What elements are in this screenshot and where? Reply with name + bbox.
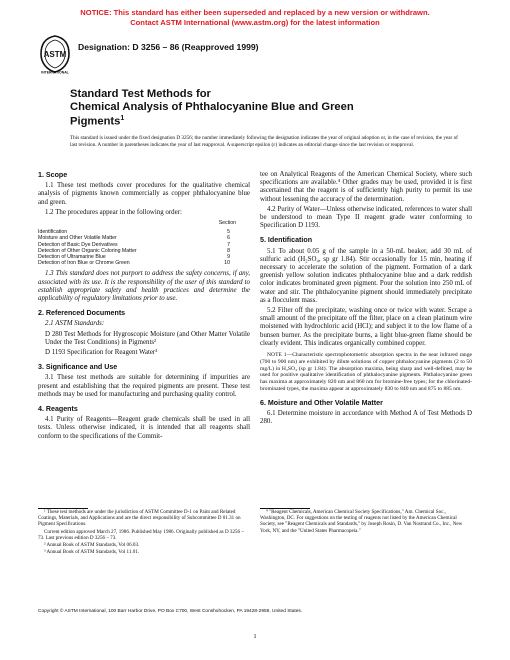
section-1-heading: 1. Scope bbox=[38, 171, 68, 179]
page-number: 1 bbox=[253, 633, 257, 640]
table-row: Detection of Ultramarine Blue 9 bbox=[38, 254, 230, 261]
reference-d1193: D 1193 Specification for Reagent Water³ bbox=[45, 349, 158, 357]
table-row: Identification 5 bbox=[38, 229, 230, 236]
section-3-heading: 3. Significance and Use bbox=[38, 363, 118, 372]
copyright-line: Copyright © ASTM International, 100 Barr Harbor Drive, PO Box C700, West Conshohocken, PA 19428-2959, United States. bbox=[38, 609, 303, 614]
para-4-2: 4.2 Purity of Water—Unless otherwise indicated, references to water shall be understood to mean Type II reagent grade water conforming to Specification D 1193. bbox=[260, 205, 472, 230]
footnote-1: ¹ These test methods are under the jurisdiction of ASTM Committee D-1 on Paint and Related Coatings, Materials, and Applications and are the direct responsibility of Subcommittee D 01.31 on Pigment Specifications. bbox=[38, 509, 241, 528]
section-4-heading: 4. Reagents bbox=[38, 405, 78, 414]
para-2-1: 2.1 ASTM Standards: bbox=[45, 320, 105, 328]
table-row: Detection of Iron Blue or Chrome Green 10 bbox=[38, 260, 230, 267]
title-footnote-mark: 1 bbox=[120, 115, 125, 123]
logo-subtext: INTERNATIONAL bbox=[41, 70, 69, 74]
para-1-3: 1.3 This standard does not purport to address the safety concerns, if any, associated with its use. It is the responsibility of the user of this standard to establish appropriate safety and health practices and determine the applicability of regulatory limitations prior to use. bbox=[38, 270, 250, 303]
para-5-2: 5.2 Filter off the precipitate, washing once or twice with water. Scrape a small amount of the precipitate off the filter, place on a clean platinum wire moistened with hydrochloric acid (HCl); and subject it to the low flame of a bunsen burner. As the precipitate burns, a light blue-green flame should be clearly evident. This indicates organically combined copper. bbox=[260, 307, 472, 347]
withdrawal-notice bbox=[0, 8, 510, 27]
footnote-3: ³ Annual Book of ASTM Standards, Vol 11.01. bbox=[44, 549, 140, 556]
procedure-table bbox=[38, 229, 250, 266]
para-3-1: 3.1 These test methods are suitable for determining if impurities are present and establishing that the required pigments are present. These test methods may be used for manufacturing and purchasing quality control. bbox=[38, 374, 250, 398]
section-column-label: Section bbox=[218, 220, 236, 227]
section-5-heading: 5. Identification bbox=[260, 236, 313, 245]
designation: Designation: D 3256 – 86 (Reapproved 1999) bbox=[78, 42, 259, 52]
footnote-4: ⁴ "Reagent Chemicals, American Chemical Society Specifications," Am. Chemical Soc., Washington, DC. For suggestions on the testing of reagents not listed by the American Chemical Society, see "Reagent Chemicals and Standards," by Joseph Rosin, D. Van Nostrand Co., Inc., New York, NY, and the "United States Pharmacopeia." bbox=[260, 509, 463, 534]
table-row: Detection of Basic Dye Derivatives 7 bbox=[38, 241, 230, 248]
preamble: This standard is issued under the fixed designation D 3256; the number immediately following the designation indicates the year of original adoption or, in the case of revision, the year of last revision. A number in parentheses indicates the year of last reapproval. A superscript epsilon (ε) indicates an editorial change since the last revision or reapproval. bbox=[70, 135, 458, 148]
reference-d280: D 280 Test Methods for Hygroscopic Moisture (and Other Matter Volatile Under the Test Conditions) in Pigments² bbox=[45, 330, 250, 346]
footnotes-right bbox=[260, 508, 472, 535]
para-4-1-continued: tee on Analytical Reagents of the American Chemical Society, where such specifications are available.⁴ Other grades may be used, provided it is first ascertained that the reagent is of sufficiently high purity to permit its use without lessening the accuracy of the determination. bbox=[260, 171, 472, 203]
para-1-1: 1.1 These test methods cover procedures for the qualitative chemical analysis of pigments known commercially as copper phthalocyanine blue and green. bbox=[38, 182, 250, 206]
notice-line-1: NOTICE: This standard has either been superseded and replaced by a new version or withdrawn. bbox=[80, 8, 430, 17]
table-row: Moisture and Other Volatile Matter 6 bbox=[38, 235, 230, 242]
note-1: NOTE 1—Characteristic spectrophotometric absorption spectra in the near infrared range (700 to 900 nm) are exhibited by dilute solutions of copper phthalocyanine pigments (2 to 50 mg/L) in H₂SO₄ (sp gr 1.84). The absorption maxima, being sharp and well-defined, may be used for positive qualitative identification of phthalocyanine pigments. Phthalocyanine green has maxima at approximately 820 nm and 860 nm for bromine-free types; for the chlorinated-brominated types, the maxima appear at approximately 830 to 840 nm and 875 to 885 nm. bbox=[260, 352, 472, 393]
right-column bbox=[260, 171, 472, 428]
left-column bbox=[38, 171, 250, 443]
notice-line-2: Contact ASTM International (www.astm.org) for the latest information bbox=[130, 17, 380, 27]
para-1-2: 1.2 The procedures appear in the following order: bbox=[45, 208, 182, 216]
footnote-1-edition: Current edition approved March 27, 1986. Published May 1986. Originally published as D 3256 – 73. Last previous edition D 3256 – 73. bbox=[38, 528, 244, 541]
footnote-2: ² Annual Book of ASTM Standards, Vol 06.03. bbox=[44, 542, 140, 549]
title-line-2: Chemical Analysis of Phthalocyanine Blue and Green bbox=[70, 100, 354, 113]
astm-logo-icon bbox=[38, 34, 72, 74]
para-4-1: 4.1 Purity of Reagents—Reagent grade chemicals shall be used in all tests. Unless otherwise indicated, it is intended that all reagents shall conform to the specifications of the Commit- bbox=[38, 416, 250, 440]
logo-text: ASTM bbox=[43, 50, 67, 59]
title-line-3: Pigments$^1$ bbox=[70, 115, 125, 128]
document-title bbox=[70, 88, 390, 129]
para-6-1: 6.1 Determine moisture in accordance with Method A of Test Methods D 280. bbox=[260, 410, 472, 426]
footnotes-left bbox=[38, 508, 250, 556]
title-line-1: Standard Test Methods for bbox=[70, 88, 211, 100]
section-6-heading: 6. Moisture and Other Volatile Matter bbox=[260, 398, 383, 407]
table-row: Detection of Other Organic Coloring Matter 8 bbox=[38, 247, 230, 254]
para-5-1: 5.1 To about 0.05 g of the sample in a 50-mL beaker, add 30 mL of sulfuric acid (H₂SO₄, sp gr 1.84). Stir occasionally for 15 min, heating if necessary to accelerate the solution of the pigment. Formation of a dark greenish yellow solution indicates phthalocyanine blue and a dark reddish color indicates brominated green pigment. Pour the solution into 250 mL of water and stir. The phthalocyanine pigment should immediately precipitate as a flocculent mass. bbox=[260, 247, 472, 304]
section-2-heading: 2. Referenced Documents bbox=[38, 309, 126, 318]
